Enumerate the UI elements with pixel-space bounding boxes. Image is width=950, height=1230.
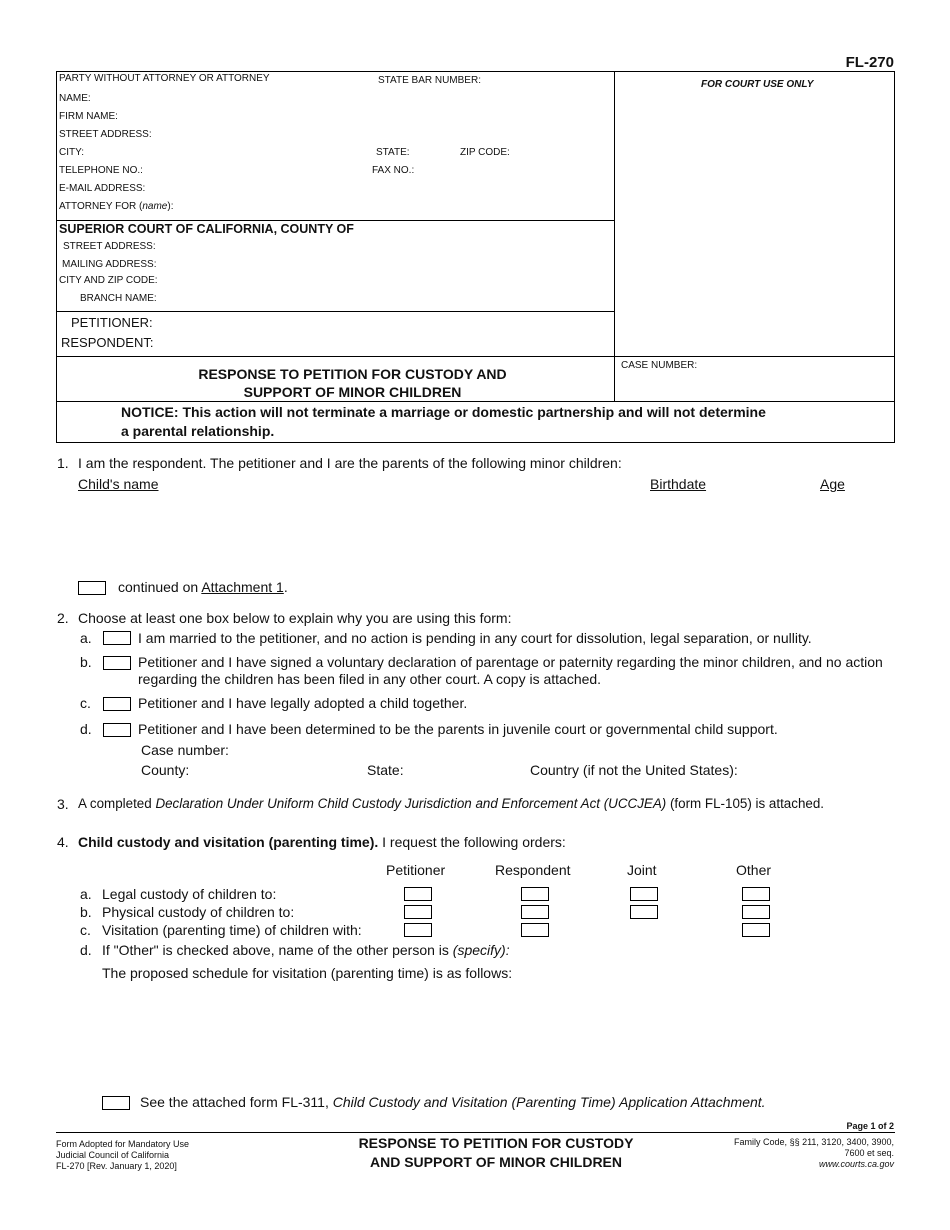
- physical-custody-respondent-checkbox[interactable]: [521, 905, 549, 919]
- item3-text: [78, 796, 824, 811]
- case-number-field-label: Case number:: [141, 742, 229, 758]
- schedule-text: The proposed schedule for visitation (parenting time) is as follows:: [102, 965, 513, 981]
- case-number-label: CASE NUMBER:: [621, 360, 698, 371]
- city-label: CITY:: [59, 147, 85, 158]
- item1-text: I am the respondent. The petitioner and I are the parents of the following minor children:: [78, 455, 622, 471]
- item4a-letter: a.: [80, 886, 92, 902]
- item2c-letter: c.: [80, 695, 91, 711]
- country-field-label: Country (if not the United States):: [530, 762, 738, 778]
- firm-label: FIRM NAME:: [59, 111, 118, 122]
- caption-top-border: [56, 71, 895, 72]
- form-id: FL-270: [845, 54, 894, 71]
- state-label: STATE:: [376, 147, 410, 158]
- court-use-label: FOR COURT USE ONLY: [701, 79, 814, 90]
- footer-code-ref-2: 7600 et seq.: [844, 1148, 894, 1158]
- item2c-checkbox[interactable]: [103, 697, 131, 711]
- zip-label: ZIP CODE:: [460, 147, 510, 158]
- continued-text: continued on: [118, 579, 199, 595]
- attorney-for-end-text: ):: [167, 201, 174, 212]
- item2b-letter: b.: [80, 654, 92, 670]
- item2d-letter: d.: [80, 721, 92, 737]
- footer-website[interactable]: www.courts.ca.gov: [818, 1159, 894, 1169]
- caption-right-border: [894, 71, 895, 443]
- name-label: NAME:: [59, 93, 91, 104]
- legal-custody-other-checkbox[interactable]: [742, 887, 770, 901]
- court-title: SUPERIOR COURT OF CALIFORNIA, COUNTY OF: [59, 222, 354, 236]
- physical-custody-petitioner-checkbox[interactable]: [404, 905, 432, 919]
- attorney-for-label: [59, 201, 173, 212]
- attorney-for-text: ATTORNEY FOR (: [59, 201, 143, 212]
- branch-label: BRANCH NAME:: [80, 293, 157, 304]
- county-field-label: County:: [141, 762, 190, 778]
- birthdate-column-header: Birthdate: [650, 476, 707, 492]
- item2d-checkbox[interactable]: [103, 723, 131, 737]
- joint-column-header: Joint: [627, 862, 657, 878]
- item4d-main: If "Other" is checked above, name of the other person is: [102, 942, 449, 958]
- item4-text: [78, 834, 566, 850]
- party-header-label: PARTY WITHOUT ATTORNEY OR ATTORNEY: [59, 73, 270, 84]
- item1-number: 1.: [57, 455, 69, 471]
- footer-code-ref: Family Code, §§ 211, 3120, 3400, 3900,: [734, 1137, 894, 1147]
- legal-custody-joint-checkbox[interactable]: [630, 887, 658, 901]
- attorney-section-bottom: [56, 220, 615, 221]
- item2c-text: Petitioner and I have legally adopted a child together.: [138, 695, 468, 711]
- continued-label: [118, 579, 288, 595]
- notice-section-bottom: [56, 442, 895, 443]
- other-column-header: Other: [736, 862, 772, 878]
- footer-title-line-2: AND SUPPORT OF MINOR CHILDREN: [370, 1154, 622, 1170]
- legal-custody-petitioner-checkbox[interactable]: [404, 887, 432, 901]
- footer-rule: [56, 1132, 895, 1133]
- court-street-label: STREET ADDRESS:: [63, 241, 156, 252]
- parties-section-bottom: [56, 356, 895, 357]
- caption-divider: [614, 71, 615, 402]
- fl311-attachment-text: [140, 1094, 766, 1110]
- fl311-title: Child Custody and Visitation (Parenting Time) Application Attachment.: [332, 1094, 766, 1110]
- visitation-petitioner-checkbox[interactable]: [404, 923, 432, 937]
- notice-line-2: a parental relationship.: [121, 423, 275, 439]
- item2b-text-line2: regarding the children has been filed in any other court. A copy is attached.: [138, 671, 602, 687]
- item2b-checkbox[interactable]: [103, 656, 131, 670]
- attachment1-link-text: Attachment 1: [201, 579, 284, 595]
- item3-post: (form FL-105) is attached.: [669, 796, 825, 811]
- item2d-text: Petitioner and I have been determined to be the parents in juvenile court or governmental child support.: [138, 721, 778, 737]
- petitioner-column-header: Petitioner: [386, 862, 446, 878]
- item2a-text: I am married to the petitioner, and no action is pending in any court for dissolution, legal separation, or nullity.: [138, 630, 812, 646]
- attorney-for-name-text: name: [142, 201, 168, 212]
- child-name-column-header: Child's name: [78, 476, 159, 492]
- item4-heading: Child custody and visitation (parenting time).: [78, 834, 379, 850]
- title-section-bottom: [56, 401, 895, 402]
- item4d-text: [102, 942, 510, 958]
- item3-number: 3.: [57, 796, 69, 812]
- item4d-letter: d.: [80, 942, 92, 958]
- visitation-other-checkbox[interactable]: [742, 923, 770, 937]
- court-section-bottom: [56, 311, 615, 312]
- title-line-1: RESPONSE TO PETITION FOR CUSTODY AND: [198, 366, 507, 382]
- respondent-column-header: Respondent: [495, 862, 571, 878]
- item2-text: Choose at least one box below to explain why you are using this form:: [78, 610, 512, 626]
- continued-period: .: [283, 579, 288, 595]
- item4b-letter: b.: [80, 904, 92, 920]
- street-label: STREET ADDRESS:: [59, 129, 152, 140]
- item4c-letter: c.: [80, 922, 91, 938]
- footer-adopted: Form Adopted for Mandatory Use: [56, 1139, 190, 1149]
- age-column-header: Age: [820, 476, 845, 492]
- item4b-text: Physical custody of children to:: [102, 904, 295, 920]
- item4d-specify: (specify):: [452, 942, 510, 958]
- fl311-pre: See the attached form FL-311,: [140, 1094, 329, 1110]
- footer-title-line-1: RESPONSE TO PETITION FOR CUSTODY: [358, 1135, 634, 1151]
- mailing-address-label: MAILING ADDRESS:: [62, 259, 157, 270]
- fax-label: FAX NO.:: [372, 165, 415, 176]
- footer-rev: FL-270 [Rev. January 1, 2020]: [56, 1161, 177, 1171]
- state-bar-label: STATE BAR NUMBER:: [378, 75, 481, 86]
- item4c-text: Visitation (parenting time) of children with:: [102, 922, 362, 938]
- item3-pre: A completed: [78, 796, 152, 811]
- city-zip-label: CITY AND ZIP CODE:: [59, 275, 158, 286]
- state-field-label: State:: [367, 762, 404, 778]
- item4-rest: I request the following orders:: [382, 834, 566, 850]
- physical-custody-joint-checkbox[interactable]: [630, 905, 658, 919]
- respondent-label: RESPONDENT:: [61, 335, 154, 350]
- page-number: Page 1 of 2: [846, 1121, 894, 1131]
- email-label: E-MAIL ADDRESS:: [59, 183, 146, 194]
- visitation-respondent-checkbox[interactable]: [521, 923, 549, 937]
- physical-custody-other-checkbox[interactable]: [742, 905, 770, 919]
- item2a-letter: a.: [80, 630, 92, 646]
- legal-custody-respondent-checkbox[interactable]: [521, 887, 549, 901]
- footer-council: Judicial Council of California: [56, 1150, 170, 1160]
- fl311-attachment-checkbox[interactable]: [102, 1096, 130, 1110]
- phone-label: TELEPHONE NO.:: [59, 165, 143, 176]
- item4a-text: Legal custody of children to:: [102, 886, 277, 902]
- attachment1-checkbox[interactable]: [78, 581, 106, 595]
- item2b-text-line1: Petitioner and I have signed a voluntary declaration of parentage or paternity regarding the minor children, and no action: [138, 654, 883, 670]
- item2a-checkbox[interactable]: [103, 631, 131, 645]
- item2-number: 2.: [57, 610, 69, 626]
- notice-line-1: NOTICE: This action will not terminate a marriage or domestic partnership and will not determine: [121, 404, 766, 420]
- title-line-2: SUPPORT OF MINOR CHILDREN: [243, 384, 462, 400]
- petitioner-label: PETITIONER:: [71, 315, 153, 330]
- item4-number: 4.: [57, 834, 69, 850]
- item3-form-title: Declaration Under Uniform Child Custody Jurisdiction and Enforcement Act (UCCJEA): [155, 796, 667, 811]
